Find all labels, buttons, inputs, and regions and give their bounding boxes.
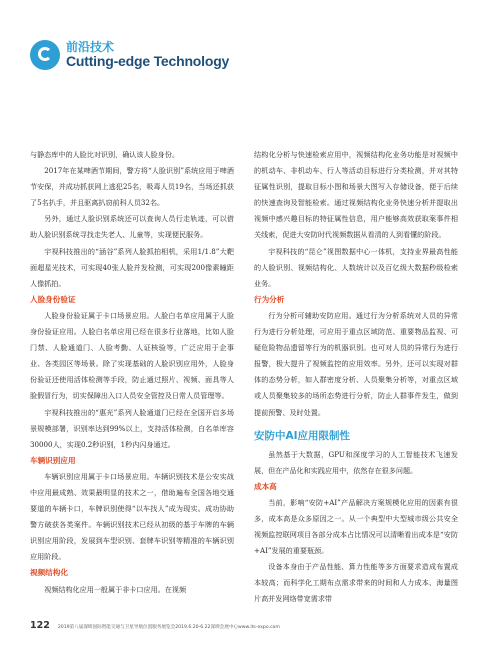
section-heading: 视频结构化: [30, 568, 68, 578]
section-heading: 行为分析: [254, 294, 285, 304]
body-paragraph: 车辆识别应用属于卡口场景应用。车辆识别技术是公安实战中应用最成熟、效果最明显的技术之一，借助遍布全国各地交通要道的车辆卡口，车牌识别使得“以车找人”成为现实。成功协助警方破获各类案件。车辆识别技术已经从初级的基于车牌的车辆识别应用阶段，发展到车型识别、套牌车识别等精准的车辆识别应用阶段。: [30, 471, 234, 562]
section-header: [30, 40, 229, 70]
body-paragraph: 另外，通过人脸识别系统还可以查询人员行走轨迹，可以借助人脸识别系统寻找走失老人、儿童等，实现便民服务。: [30, 214, 234, 240]
body-paragraph: 宇视科技推出的“惠光”系列人脸通道门已经在全国开启多场景规模部署，识别率达到99%以上，支持活体检测，白名单库容30000人，实现0.2秒识别，1秒内闪身通过。: [30, 407, 234, 449]
right-column: [254, 147, 458, 608]
body-paragraph: 设备本身由于产品性能、算力性能等多方面要求造成布置成本较高；而科学化工期布点需求带来的时间和人力成本、海量图片高并发网络带宽需求带: [254, 562, 458, 604]
body-paragraph: 与静态库中的人脸比对识别，确认该人脸身份。: [30, 150, 179, 159]
section-logo-icon: [30, 40, 60, 70]
left-column: [30, 147, 234, 598]
body-paragraph: 2017年在某啤酒节期间，警方将“人脸识别”系统应用于啤酒节安保，并成功抓获网上逃犯25名，吸毒人员19名，当场还抓获了5名扒手，并且驱离扒窃前科人员32名。: [30, 166, 234, 208]
body-paragraph: 视频结构化应用一般属于非卡口应用。在视频: [44, 584, 187, 594]
section-heading: 成本高: [254, 481, 277, 491]
footer-event-info: 2019第八届深圳国际智能交通与卫星导航位置服务展览会2019.6.20-6.22深圳会展中心www.its-expo.com: [57, 625, 280, 630]
body-paragraph: 行为分析可辅助安防应用。通过行为分析系统对人员的异常行为进行分析处理，可应用于重点区域防范、重要物品监视、可疑危险物品遗留等行为的机器识别。也可对人员的异常行为进行报警，极大提升了视频监控的应用效率。另外，还可以实现对群体的态势分析，如人群密度分析、人员聚集分析等，对重点区域或人员聚集较多的场所态势进行分析，防止人群事件发生，做到提前预警、及时处置。: [254, 310, 458, 417]
section-heading: 车辆识别应用: [30, 455, 76, 465]
body-paragraph: 人脸身份验证属于卡口场景应用。人脸白名单应用属于人脸身份验证应用。人脸白名单应用已经在很多行业落地，比如人脸门禁、人脸通道门、人脸考勤、人证核验等，广泛应用于企事业、各类园区等场景。除了实现基础的人脸识别应用外，人脸身份验证还使用活体检测等手段，防止通过照片、视频、面具等人脸假冒行为，切实保障出入口人员安全管控及日常人员管理等。: [30, 310, 234, 401]
section-title-block: [66, 41, 229, 68]
section-title-cn: 前沿技术: [66, 40, 115, 55]
body-paragraph: 宇视科技推出的“涵谷”系列人脸抓拍相机，采用1/1.8”大靶面超星光技术，可实现40张人脸并发检测，可实现200像素瞳距人像抓拍。: [30, 246, 234, 288]
page-number: 122: [30, 620, 50, 631]
section-title-en: Cutting-edge Technology: [66, 52, 230, 69]
body-paragraph: 宇视科技的“昆仑”视图数据中心一体机，支持业界最高性能的人脸识别、视频结构化、人数统计以及百亿级大数据秒级检索业务。: [254, 246, 458, 288]
page-footer: [30, 620, 450, 631]
body-paragraph: 当前，影响“安防+AI”产品解决方案规模化应用的因素有很多，成本高是众多原因之一。从一个典型中大型城市级公共安全视频监控联网项目各部分成本占比情况可以清晰看出成本是“安防+AI”发展的重要瓶颈。: [254, 497, 458, 556]
body-paragraph: 结构化分析与快速检索应用中，视频结构化业务功能是对视频中的机动车、非机动车、行人等活动目标进行分类检测，并对其特征属性识别，提取目标小图和场景大图写入存储设备，便于后续的快速查询及智能检索。通过视频结构化业务快速分析并提取出视频中感兴趣目标的特征属性信息，用户能够高效获取案事件相关线索，促进大安防时代视频数据从看清的人到看懂的阶段。: [254, 150, 458, 240]
body-paragraph: 虽然基于大数据，GPU和深度学习的人工智能技术飞速发展，但在产品化和实践应用中，依然存在很多问题。: [254, 449, 458, 475]
section-heading: 人脸身份验证: [30, 294, 76, 304]
section-heading: 安防中AI应用限制性: [254, 429, 351, 442]
